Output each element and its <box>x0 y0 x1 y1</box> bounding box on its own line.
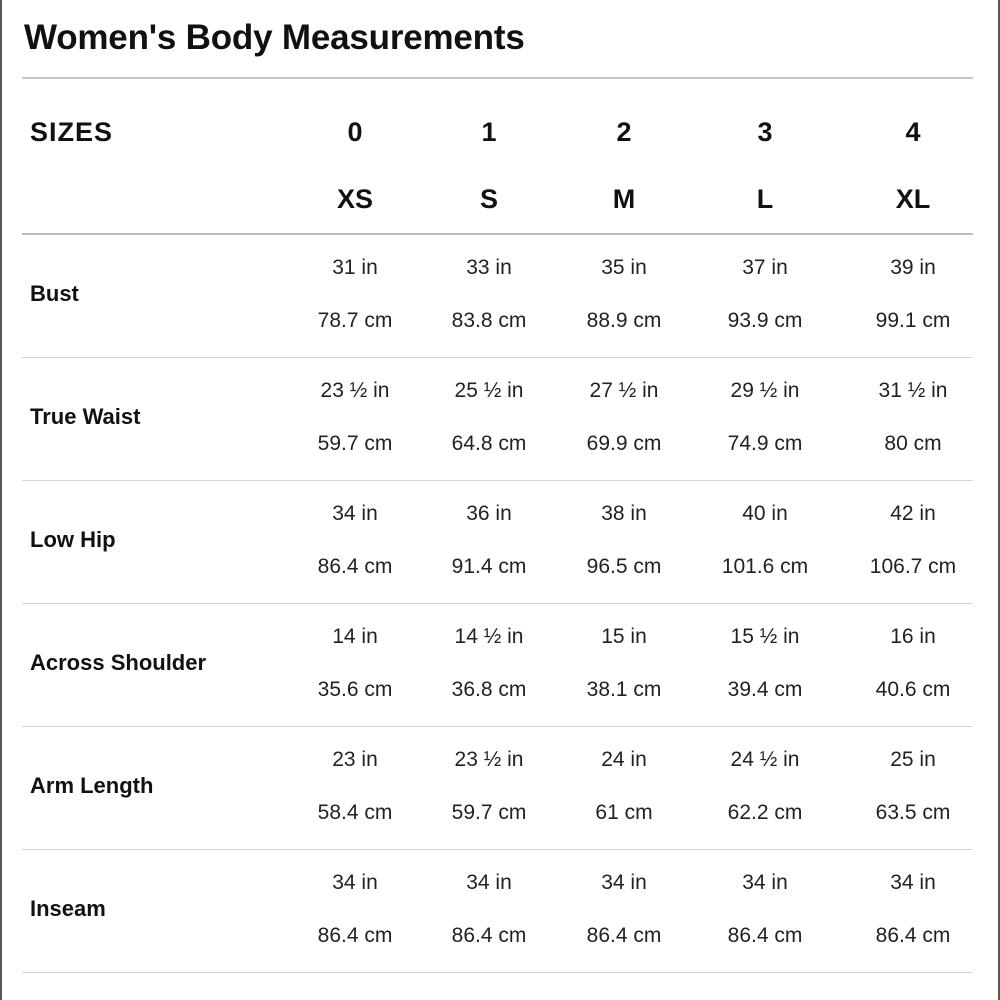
inches-value: 34 in <box>601 871 647 894</box>
cm-value: 61 cm <box>595 801 653 824</box>
size-number: 2 <box>616 117 632 147</box>
inches-value: 39 in <box>890 256 936 279</box>
inches-value: 40 in <box>742 502 788 525</box>
cm-value: 86.4 cm <box>586 924 662 947</box>
inches-value: 14 ½ in <box>454 625 524 648</box>
inches-value: 34 in <box>742 871 788 894</box>
inches-value: 38 in <box>601 502 647 525</box>
inches-value: 23 in <box>332 748 378 771</box>
inches-value: 31 ½ in <box>878 379 948 402</box>
cm-value: 69.9 cm <box>586 432 662 455</box>
cm-value: 63.5 cm <box>875 801 951 824</box>
cm-value: 36.8 cm <box>451 678 527 701</box>
size-letter: XL <box>895 184 931 214</box>
cm-value: 35.6 cm <box>317 678 393 701</box>
inches-value: 25 in <box>890 748 936 771</box>
measurement-label: Across Shoulder <box>30 650 207 675</box>
sizes-label: SIZES <box>30 117 114 147</box>
inches-value: 15 ½ in <box>730 625 800 648</box>
table-row <box>22 604 973 727</box>
cm-value: 58.4 cm <box>317 801 393 824</box>
inches-value: 16 in <box>890 625 936 648</box>
cm-value: 96.5 cm <box>586 555 662 578</box>
cm-value: 59.7 cm <box>317 432 393 455</box>
cm-value: 59.7 cm <box>451 801 527 824</box>
size-number: 1 <box>481 117 497 147</box>
inches-value: 36 in <box>466 502 512 525</box>
inches-value: 24 in <box>601 748 647 771</box>
cm-value: 78.7 cm <box>317 309 393 332</box>
cm-value: 86.4 cm <box>451 924 527 947</box>
cm-value: 86.4 cm <box>875 924 951 947</box>
inches-value: 34 in <box>332 871 378 894</box>
cm-value: 74.9 cm <box>727 432 803 455</box>
cm-value: 39.4 cm <box>727 678 803 701</box>
cm-value: 38.1 cm <box>586 678 662 701</box>
table-row <box>22 358 973 481</box>
inches-value: 27 ½ in <box>589 379 659 402</box>
measurements-table <box>22 235 973 973</box>
inches-value: 34 in <box>332 502 378 525</box>
inches-value: 31 in <box>332 256 378 279</box>
inches-value: 35 in <box>601 256 647 279</box>
size-letter: S <box>479 184 498 214</box>
cm-value: 86.4 cm <box>317 555 393 578</box>
inches-value: 25 ½ in <box>454 379 524 402</box>
table-row <box>22 727 973 850</box>
table-row <box>22 850 973 973</box>
inches-value: 24 ½ in <box>730 748 800 771</box>
cm-value: 40.6 cm <box>875 678 951 701</box>
measurement-label: True Waist <box>30 404 141 429</box>
inches-value: 23 ½ in <box>454 748 524 771</box>
size-letter: M <box>612 184 636 214</box>
inches-value: 14 in <box>332 625 378 648</box>
inches-value: 33 in <box>466 256 512 279</box>
measurement-label: Low Hip <box>30 527 116 552</box>
cm-value: 64.8 cm <box>451 432 527 455</box>
size-letter: L <box>756 184 774 214</box>
inches-value: 29 ½ in <box>730 379 800 402</box>
inches-value: 34 in <box>890 871 936 894</box>
cm-value: 86.4 cm <box>727 924 803 947</box>
cm-value: 91.4 cm <box>451 555 527 578</box>
inches-value: 15 in <box>601 625 647 648</box>
measurement-label: Bust <box>30 281 79 306</box>
table-row <box>22 235 973 358</box>
size-number: 0 <box>347 117 363 147</box>
measurement-label: Arm Length <box>30 773 154 798</box>
inches-value: 37 in <box>742 256 788 279</box>
measurement-label: Inseam <box>30 896 106 921</box>
table-row <box>22 481 973 604</box>
page-title: Women's Body Measurements <box>24 18 525 57</box>
inches-value: 23 ½ in <box>320 379 390 402</box>
cm-value: 101.6 cm <box>721 555 809 578</box>
size-number: 3 <box>757 117 773 147</box>
title-divider <box>22 77 973 79</box>
cm-value: 93.9 cm <box>727 309 803 332</box>
size-header <box>22 80 973 233</box>
cm-value: 88.9 cm <box>586 309 662 332</box>
size-number: 4 <box>905 117 921 147</box>
inches-value: 42 in <box>890 502 936 525</box>
left-border <box>0 0 2 1000</box>
cm-value: 86.4 cm <box>317 924 393 947</box>
cm-value: 106.7 cm <box>869 555 957 578</box>
cm-value: 83.8 cm <box>451 309 527 332</box>
inches-value: 34 in <box>466 871 512 894</box>
cm-value: 99.1 cm <box>875 309 951 332</box>
size-letter: XS <box>336 184 374 214</box>
cm-value: 62.2 cm <box>727 801 803 824</box>
cm-value: 80 cm <box>884 432 942 455</box>
